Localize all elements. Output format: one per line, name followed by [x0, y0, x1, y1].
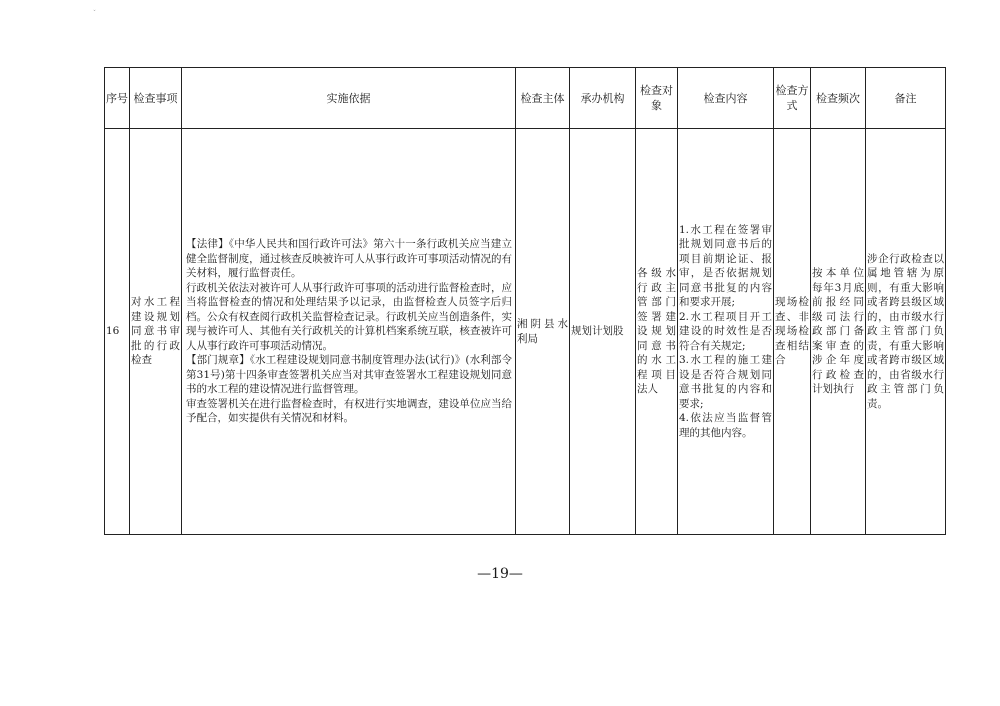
header-method: 检查方式: [774, 68, 811, 129]
header-subject: 检查主体: [516, 68, 570, 129]
cell-frequency: 按本单位每年3月底前报经同级司法行政部门备案审查的涉企年度行政检查计划执行: [811, 129, 866, 535]
cell-subject: 湘阴县水利局: [516, 129, 570, 535]
basis-paragraph: 审查签署机关在进行监督检查时，有权进行实地调查，建设单位应当给予配合，如实提供有关情况和材料。: [186, 397, 512, 425]
table-row: [105, 129, 946, 535]
content-item: 2.水工程项目开工建设的时效性是否符合有关规定;: [679, 310, 772, 352]
cell-item: 对水工程建设规划同意书审批的行政检查: [130, 129, 182, 535]
header-row: [105, 68, 946, 129]
basis-paragraph: 行政机关依法对被许可人从事行政许可事项的活动进行监督检查时，应当将监督检查的情况和处理结果予以记录，由监督检查人员签字后归档。公众有权查阅行政机关监督检查记录。行政机关应当创造条件，实现与被许可人、其他有关行政机关的计算机档案系统互联，核查被许可人从事行政许可事项活动情况。: [186, 281, 512, 352]
basis-paragraph: 【法律】《中华人民共和国行政许可法》第六十一条行政机关应当建立健全监督制度，通过核查反映被许可人从事行政许可事项活动情况的有关材料，履行监督责任。: [186, 238, 512, 280]
cell-method: 现场检查、非现场检查相结合: [774, 129, 811, 535]
content-item: 4.依法应当监督管理的其他内容。: [679, 412, 772, 439]
header-content: 检查内容: [678, 68, 774, 129]
cell-content: [678, 129, 774, 535]
cell-object: 各级水行政主管部门签署建设规划同意书的水工程项目法人: [636, 129, 678, 535]
basis-paragraph: 【部门规章】《水工程建设规划同意书制度管理办法(试行)》(水利部令第31号)第十四条审查签署机关应当对其审查签署水工程建设规划同意书的水工程的建设情况进行监督管理。: [186, 354, 512, 396]
scan-mark: ˇ: [93, 10, 96, 17]
header-remark: 备注: [866, 68, 946, 129]
header-item: 检查事项: [130, 68, 182, 129]
header-no: 序号: [105, 68, 130, 129]
header-frequency: 检查频次: [811, 68, 866, 129]
cell-remark: 涉企行政检查以属地管辖为原则，有重大影响或者跨县级区域的，由市级水行政主管部门负责，有重大影响或者跨市级区域的，由省级水行政主管部门负责。: [866, 129, 946, 535]
header-basis: 实施依据: [182, 68, 516, 129]
cell-no: 16: [105, 129, 130, 535]
content-item: 3.水工程的施工建设是否符合规划同意书批复的内容和要求;: [679, 354, 772, 410]
cell-org: 规划计划股: [570, 129, 636, 535]
inspection-table: [104, 67, 946, 535]
content-item: 1.水工程在签署审批规划同意书后的项目前期论证、报审，是否依据规划同意书批复的内容和要求开展;: [679, 223, 772, 309]
cell-basis: [182, 129, 516, 535]
inspection-table-container: [104, 67, 945, 535]
page-number: —19—: [477, 566, 523, 582]
header-org: 承办机构: [570, 68, 636, 129]
header-object: 检查对象: [636, 68, 678, 129]
